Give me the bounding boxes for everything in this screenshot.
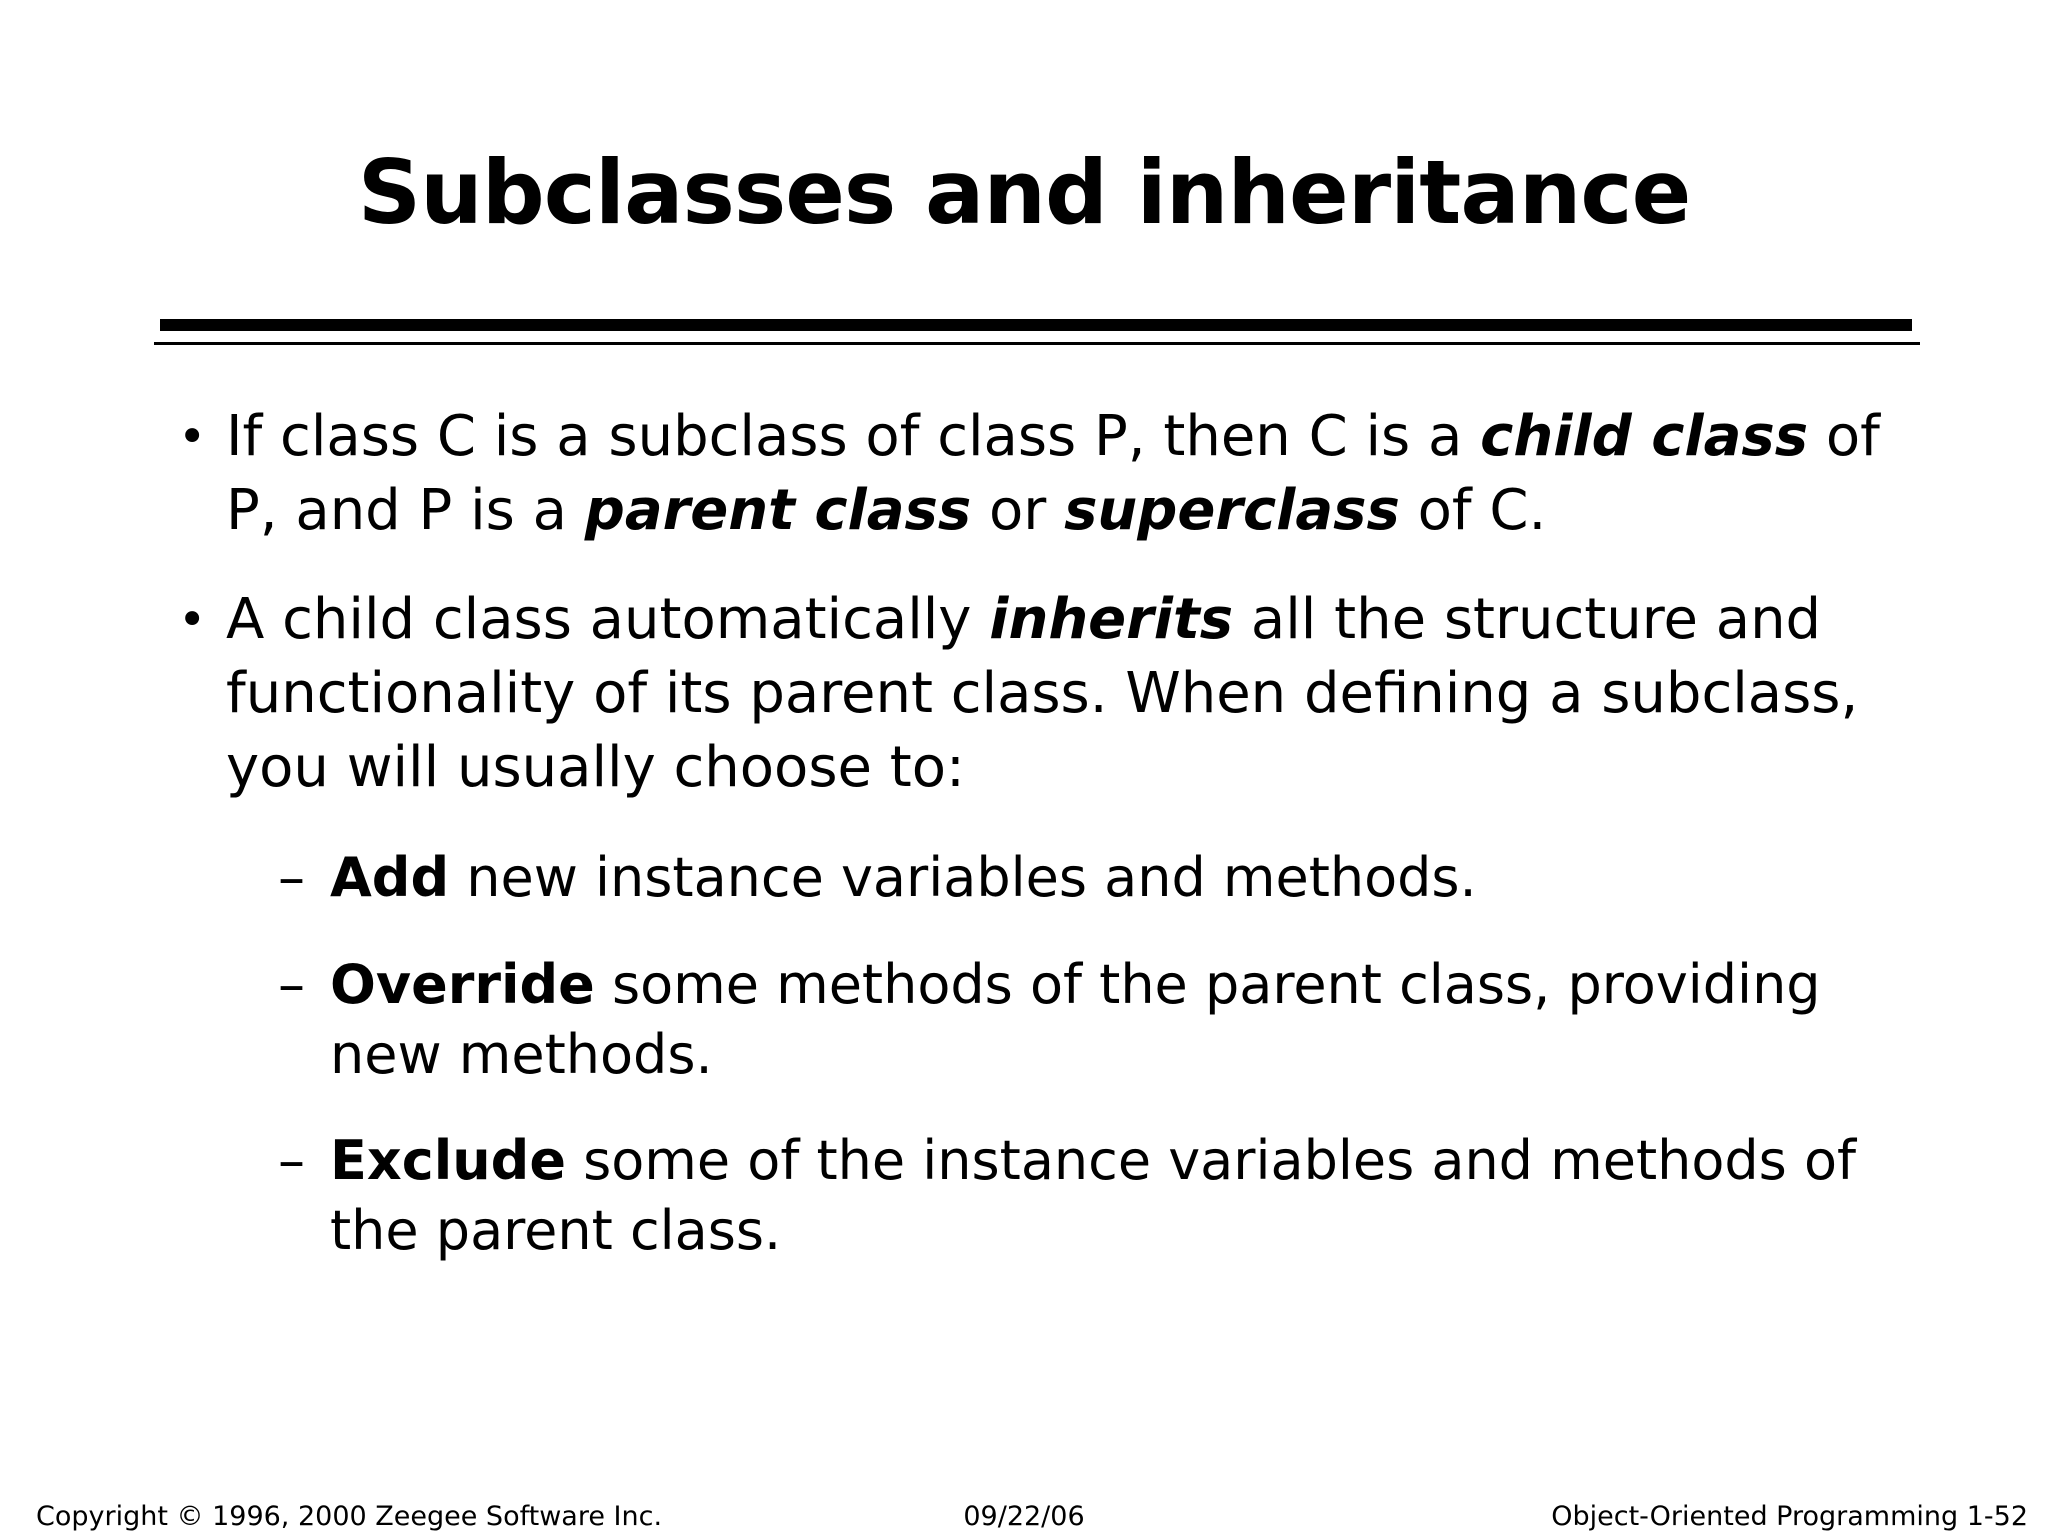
bullet-1: • If class C is a subclass of class P, then C is a child class of P, and P is a parent class or superclass of C.	[226, 400, 1926, 548]
term-parent-class: parent class	[584, 478, 972, 543]
footer-page: Object-Oriented Programming 1-52	[1551, 1501, 2028, 1532]
footer-date: 09/22/06	[963, 1501, 1085, 1532]
footer-copyright: Copyright © 1996, 2000 Zeegee Software Inc.	[36, 1501, 663, 1532]
term-superclass: superclass	[1064, 478, 1400, 543]
dash-icon: –	[278, 953, 305, 1016]
slide-title: Subclasses and inheritance	[357, 141, 1691, 244]
bullet-dot-icon: •	[178, 592, 207, 648]
term-inherits: inherits	[989, 587, 1234, 652]
dash-icon: –	[278, 1129, 305, 1192]
title-rule-thick	[160, 319, 1912, 331]
bullet-2: • A child class automatically inherits all the structure and functionality of its parent class. When defining a subclass, you will usually choose to:	[226, 583, 1926, 805]
sub-bullet-override: – Override some methods of the parent class, providing new methods.	[330, 950, 1920, 1090]
sub-bullet-add: – Add new instance variables and methods.	[330, 843, 1920, 913]
bullet-dot-icon: •	[178, 409, 207, 465]
title-rule-thin	[154, 342, 1920, 345]
term-child-class: child class	[1480, 404, 1809, 469]
sub-bullet-exclude: – Exclude some of the instance variables and methods of the parent class.	[330, 1126, 1920, 1266]
dash-icon: –	[278, 846, 305, 909]
